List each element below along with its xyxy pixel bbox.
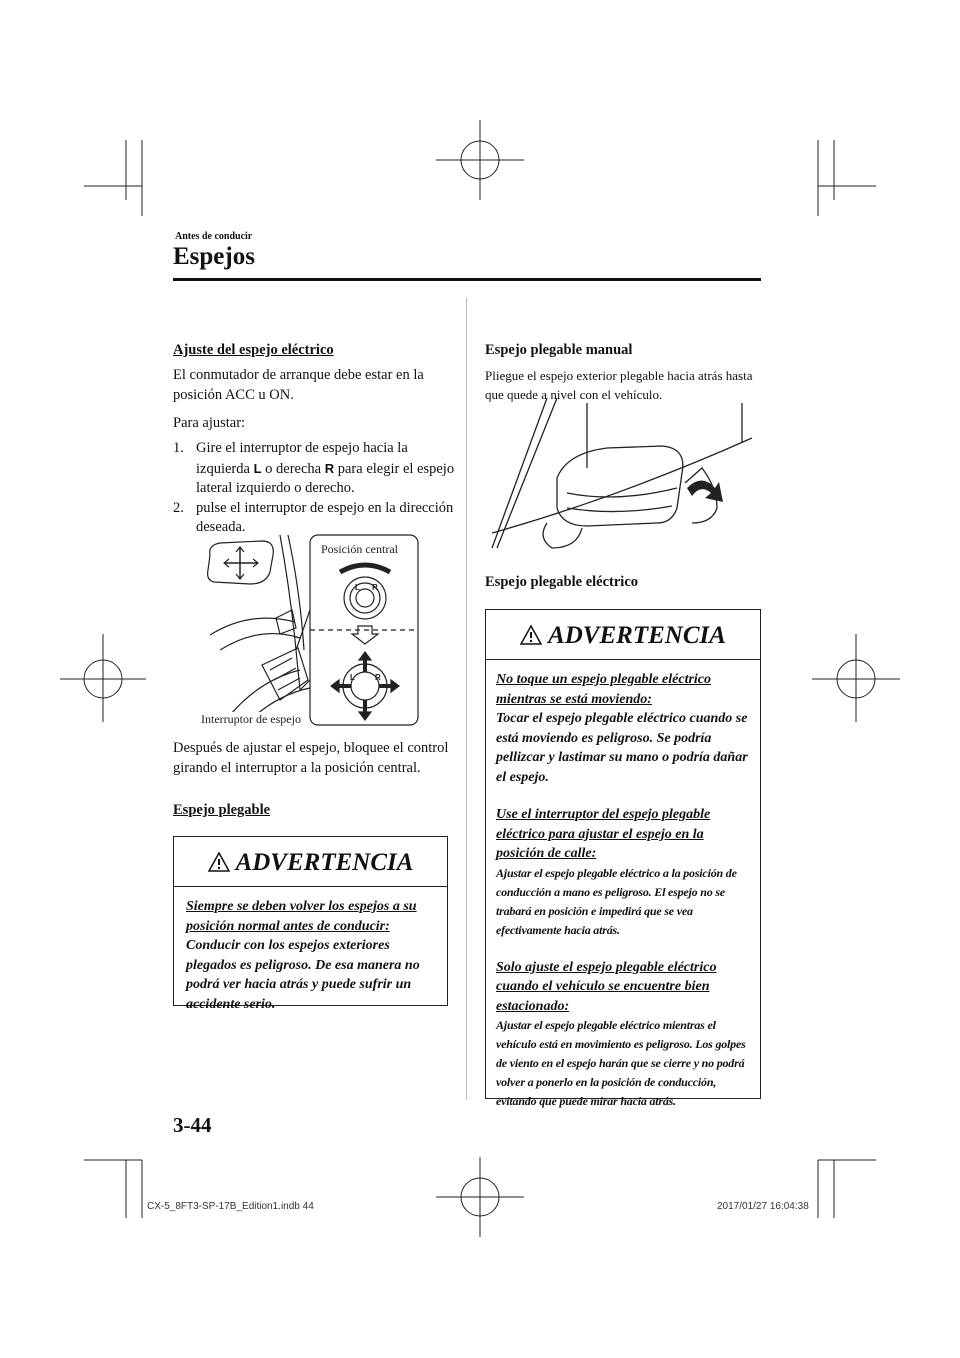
column-divider xyxy=(466,298,467,1100)
heading-espejo-plegable: Espejo plegable xyxy=(173,802,271,818)
mirror-switch-illustration xyxy=(200,530,420,730)
warning-text: Conducir con los espejos exteriores plegados es peligroso. De esa manera no podrá ver hacia atrás y puede sufrir un accidente serio. xyxy=(186,938,420,1012)
step-text: para elegir el espejo lateral izquierdo o derecho. xyxy=(196,460,455,496)
warning-triangle-icon xyxy=(520,625,542,645)
warning-box-left xyxy=(173,836,448,1012)
warning-text-2: Ajustar el espejo plegable eléctrico a la posición de conducción a mano es peligroso. El espejo no se trabará en posición e impedirá que se vea efectivamente hacia atrás. xyxy=(496,865,737,937)
steps-list xyxy=(173,439,458,538)
manual-fold-figure xyxy=(487,398,757,558)
warning-title xyxy=(174,849,447,877)
label-interruptor-espejo: Interruptor de espejo xyxy=(201,712,301,726)
mirror-switch-figure xyxy=(200,530,420,730)
manual-fold-paragraph: Pliegue el espejo exterior plegable hacia atrás hasta que quede a nivel con el vehículo. xyxy=(485,368,753,402)
svg-text:L: L xyxy=(350,673,355,682)
section-title: Espejos xyxy=(173,243,255,270)
right-glyph: R xyxy=(324,460,335,476)
after-figure-paragraph: Después de ajustar el espejo, bloquee el control girando el interruptor a la posición central. xyxy=(173,740,449,776)
header-rule xyxy=(173,278,761,281)
warning-underlined-3: Solo ajuste el espejo plegable eléctrico cuando el vehículo se encuentre bien estacionado: xyxy=(496,959,717,1014)
svg-text:R: R xyxy=(375,673,381,682)
warning-title-text: ADVERTENCIA xyxy=(235,849,414,876)
step-text: pulse el interruptor de espejo en la dirección deseada. xyxy=(196,499,454,535)
warning-text-1: Tocar el espejo plegable eléctrico cuando se está moviendo es peligroso. Se podría pellizcar y lastimar su mano o podría dañar el espejo. xyxy=(496,711,748,785)
heading-ajuste-espejo-electrico: Ajuste del espejo eléctrico xyxy=(173,342,334,358)
label-posicion-central: Posición central xyxy=(321,542,398,556)
svg-text:R: R xyxy=(372,583,378,592)
heading-espejo-plegable-manual: Espejo plegable manual xyxy=(485,342,633,358)
warning-body xyxy=(486,660,760,1111)
para-ajustar: Para ajustar: xyxy=(173,415,246,431)
step-number: 2. xyxy=(173,499,184,516)
step-text: Gire el interruptor de espejo hacia la izquierda xyxy=(196,440,408,477)
page-number: 3-44 xyxy=(173,1113,212,1137)
warning-triangle-icon xyxy=(208,852,230,872)
warning-underlined-1: No toque un espejo plegable eléctrico mientras se está moviendo: xyxy=(496,672,712,707)
intro-paragraph: El conmutador de arranque debe estar en la posición ACC u ON. xyxy=(173,367,424,403)
section-label: Antes de conducir xyxy=(175,231,253,242)
step-text: o derecha xyxy=(265,460,322,477)
warning-title-text: ADVERTENCIA xyxy=(548,622,726,649)
warning-text-3: Ajustar el espejo plegable eléctrico mientras el vehículo está en movimiento es peligroso. Los golpes de viento en el espejo harán que se cierre y no podrá volver a ponerlo en la posición de conducción, evitando que puede mirar hacia atrás. xyxy=(496,1018,746,1108)
warning-gap xyxy=(496,787,752,805)
left-glyph: L xyxy=(253,460,262,476)
warning-underlined-2: Use el interruptor del espejo plegable eléctrico para ajustar el espejo en la posición de calle: xyxy=(496,807,711,861)
step-number: 1. xyxy=(173,440,184,456)
step-1 xyxy=(173,439,458,499)
warning-body xyxy=(174,887,447,1014)
svg-text:L: L xyxy=(355,583,360,592)
warning-gap xyxy=(496,940,752,958)
heading-espejo-plegable-electrico: Espejo plegable eléctrico xyxy=(485,574,639,590)
footer-file: CX-5_8FT3-SP-17B_Edition1.indb 44 xyxy=(147,1201,314,1212)
warning-underlined: Siempre se deben volver los espejos a su posición normal antes de conducir: xyxy=(186,899,417,934)
folding-mirror-illustration xyxy=(487,398,757,558)
footer-timestamp: 2017/01/27 16:04:38 xyxy=(717,1201,809,1212)
warning-box-right xyxy=(485,609,761,1108)
warning-title xyxy=(486,622,760,650)
